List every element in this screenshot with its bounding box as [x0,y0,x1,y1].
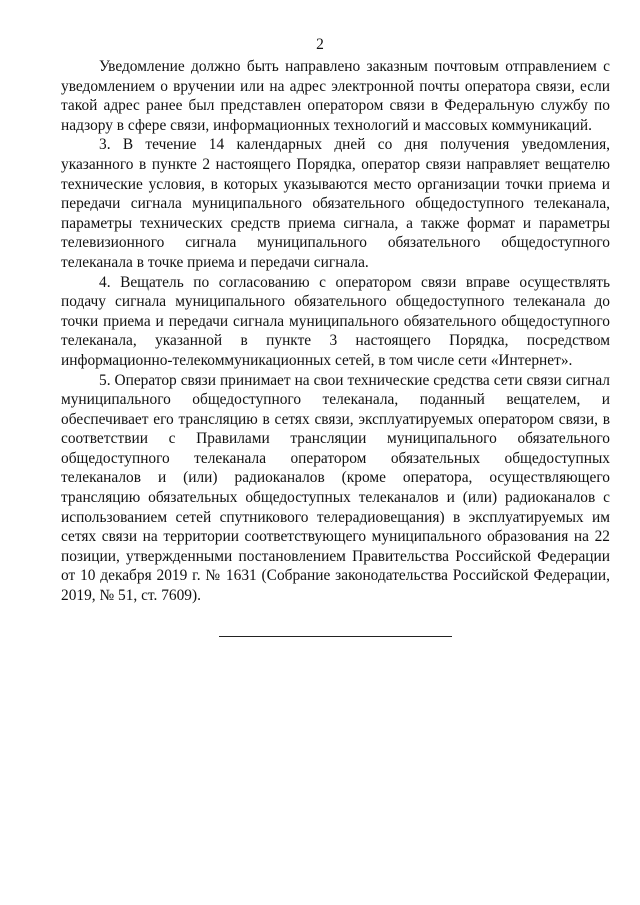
document-body [61,57,610,606]
closing-divider-line [219,636,452,637]
paragraph-item-3: 3. В течение 14 календарных дней со дня получения уведомления, указанного в пункте 2 настоящего Порядка, оператор связи направляет вещателю технические условия, в которых указываются место организации точки приема и передачи сигнала муниципального обязательного общедоступного телеканала, параметры технических средств приема сигнала, а также формат и параметры телевизионного сигнала муниципального обязательного общедоступного телеканала в точке приема и передачи сигнала. [61,136,610,271]
paragraph-item-5: 5. Оператор связи принимает на свои технические средства сети связи сигнал муниципального общедоступного телеканала, поданный вещателем, и обеспечивает его трансляцию в сетях связи, эксплуатируемых оператором связи, в соответствии с Правилами трансляции муниципального обязательного общедоступного телеканала оператором обязательных общедоступных телеканалов и (или) радиоканалов (кроме оператора, осуществляющего трансляцию обязательных общедоступных телеканалов и (или) радиоканалов с использованием сетей спутникового телерадиовещания) в эксплуатируемых им сетях связи на территории соответствующего муниципального образования на 22 позиции, утвержденными постановлением Правительства Российской Федерации от 10 декабря 2019 г. № 1631 (Собрание законодательства Российской Федерации, 2019, № 51, ст. 7609). [61,371,610,605]
paragraph-notification-delivery: Уведомление должно быть направлено заказным почтовым отправлением с уведомлением о вручении или на адрес электронной почты оператора связи, если такой адрес ранее был представлен оператором связи в Федеральную службу по надзору в сфере связи, информационных технологий и массовых коммуникаций. [61,58,610,134]
page-number: 2 [316,36,324,53]
paragraph-item-4: 4. Вещатель по согласованию с оператором связи вправе осуществлять подачу сигнала муниципального обязательного общедоступного телеканала до точки приема и передачи сигнала муниципального обязательного общедоступного телеканала, указанной в пункте 3 настоящего Порядка, посредством информационно-телекоммуникационных сетей, в том числе сети «Интернет». [61,273,610,369]
